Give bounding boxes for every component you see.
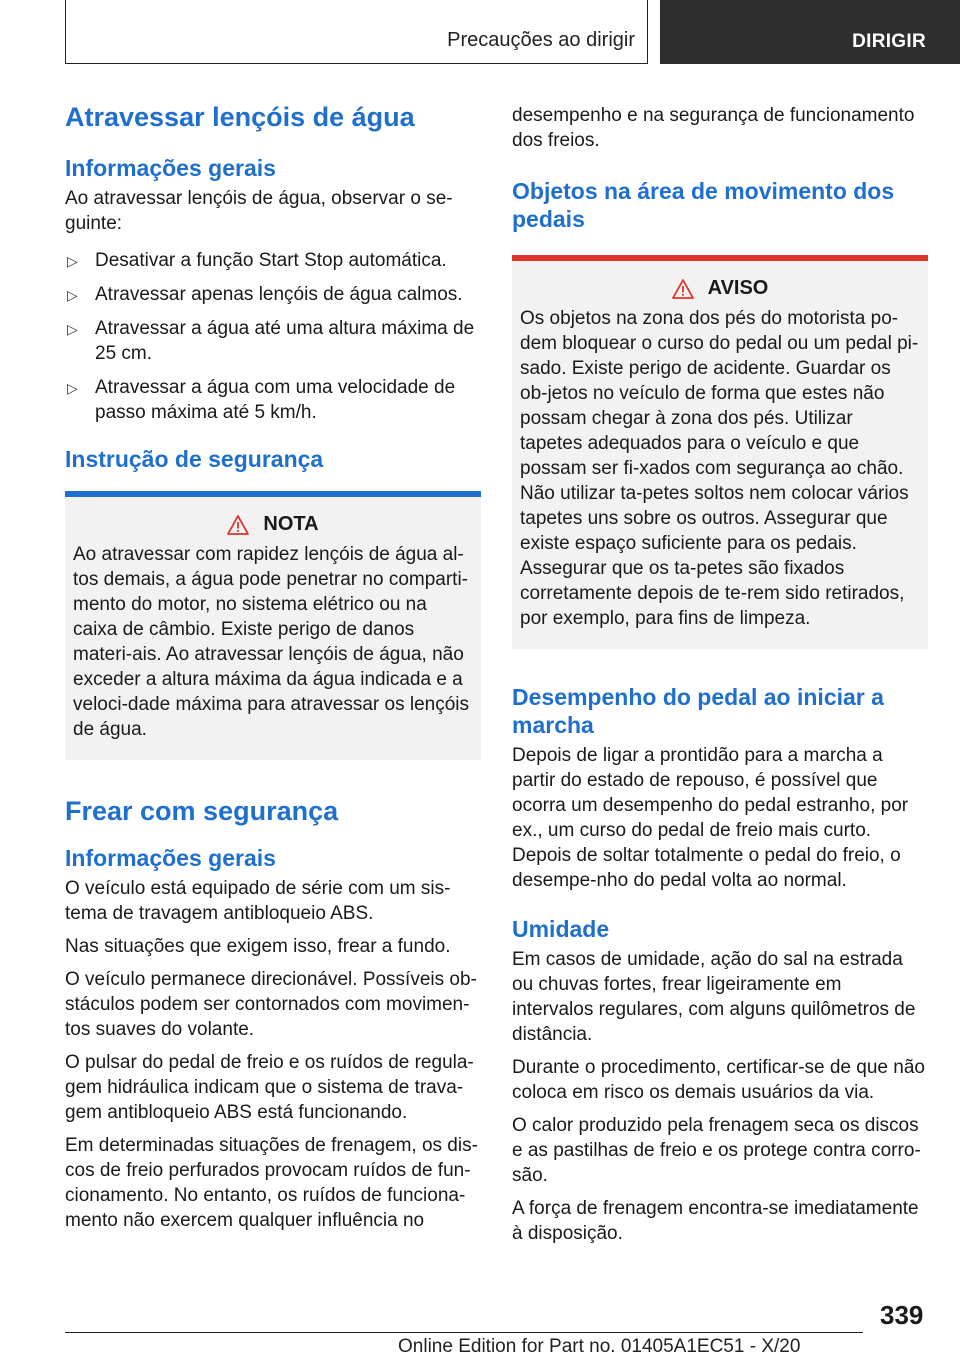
list-item: ▷ Atravessar apenas lençóis de água calmos. [65,282,481,307]
water-crossing-list [65,248,481,425]
humidity-paragraph-1: Em casos de umidade, ação do sal na estrada ou chuvas fortes, frear ligeiramente em intervalos regulares, com alguns quilômetros de distância. [512,949,916,1045]
brake-paragraph-1: O veículo está equipado de série com um sis-tema de travagem antibloqueio ABS. [65,878,451,924]
note-box [65,491,481,760]
triangle-bullet-icon: ▷ [67,321,78,337]
header-chapter-title: DIRIGIR [852,31,926,52]
triangle-bullet-icon: ▷ [67,253,78,269]
heading-safe-braking: Frear com segurança [65,796,339,826]
continued-paragraph: desempenho e na segurança de funcionamento dos freios. [512,105,915,151]
heading-general-info-1: Informações gerais [65,155,276,181]
header-section-box [65,0,648,64]
note-header [73,513,473,536]
triangle-bullet-icon: ▷ [67,380,78,396]
footer-divider [65,1332,863,1333]
heading-objects-pedal-area: Objetos na área de movimento dos pedais [512,178,895,232]
list-item: ▷ Atravessar a água com uma velocidade de passo máxima até 5 km/h. [67,377,456,423]
list-item: ▷ Atravessar a água até uma altura máxima de 25 cm. [67,318,475,364]
right-column [512,103,928,1254]
brake-paragraph-2: Nas situações que exigem isso, frear a fundo. [65,936,451,957]
humidity-paragraph-3: O calor produzido pela frenagem seca os discos e as pastilhas de freio e os protege contra corro-são. [512,1115,921,1186]
intro-paragraph: Ao atravessar lençóis de água, observar o se-guinte: [65,188,453,234]
note-title: NOTA [263,513,319,535]
heading-safety-instruction: Instrução de segurança [65,446,324,472]
warning-triangle-icon [672,279,694,299]
humidity-paragraph-4: A força de frenagem encontra-se imediatamente à disposição. [512,1198,919,1244]
brake-paragraph-5: Em determinadas situações de frenagem, os dis-cos de freio perfurados provocam ruídos de fun-cionamento. No entanto, os ruídos de funciona-mento não exercem qualquer influência no [65,1135,478,1231]
page-number: 339 [880,1300,924,1330]
list-item: ▷ Desativar a função Start Stop automática. [65,248,481,273]
header-section-title: Precauções ao dirigir [447,29,635,51]
triangle-bullet-icon: ▷ [67,287,78,303]
heading-humidity: Umidade [512,916,610,942]
heading-pedal-behavior: Desempenho do pedal ao iniciar a marcha [512,684,884,738]
pedal-paragraph: Depois de ligar a prontidão para a marcha a partir do estado de repouso, é possível que ocorra um desempenho do pedal estranho, por ex., um curso do pedal de freio mais curto. Depois de soltar totalmente o pedal do freio, o desempe-nho do pedal volta ao normal. [512,745,909,891]
brake-paragraph-3: O veículo permanece direcionável. Possíveis ob-stáculos podem ser contornados com movimen-tos suaves do volante. [65,969,477,1040]
note-text: Ao atravessar com rapidez lençóis de água al-tos demais, a água pode penetrar no comparti-mento do motor, no sistema elétrico ou na caixa de câmbio. Existe perigo de danos materi-ais. Ao atravessar lençóis de água, não exceder a altura máxima da água indicada e a veloci-dade máxima para atravessar os lençóis de água. [73,544,470,740]
warning-box [512,255,928,649]
warning-text: Os objetos na zona dos pés do motorista po-dem bloquear o curso do pedal ou um pedal pi-sado. Existe perigo de acidente. Guardar os ob-jetos no veículo de forma que estes não possam chegar à zona dos pés. Utilizar tapetes adequados para o veículo e que possam ser fi-xados com segurança ao chão. Não utilizar ta-petes soltos nem colocar vários tapetes uns sobre os outros. Assegurar que existe espaço suficiente para os pedais. Assegurar que os ta-petes são fixados corretamente depois de te-rem sido retirados, por exemplo, para fins de limpeza. [520,308,919,629]
heading-general-info-2: Informações gerais [65,845,276,871]
heading-water-crossing: Atravessar lençóis de água [65,102,415,132]
footer-edition: Online Edition for Part no. 01405A1EC51 - X/20 [398,1336,801,1357]
warning-triangle-icon [227,515,249,535]
header-chapter-tab [660,0,960,64]
warning-title: AVISO [707,277,769,299]
warning-header [520,277,920,300]
left-column [65,100,481,1241]
brake-paragraph-4: O pulsar do pedal de freio e os ruídos de regula-gem hidráulica indicam que o sistema de trava-gem antibloqueio ABS está funcionando. [65,1052,474,1123]
humidity-paragraph-2: Durante o procedimento, certificar-se de que não coloca em risco os demais usuários da via. [512,1057,925,1103]
